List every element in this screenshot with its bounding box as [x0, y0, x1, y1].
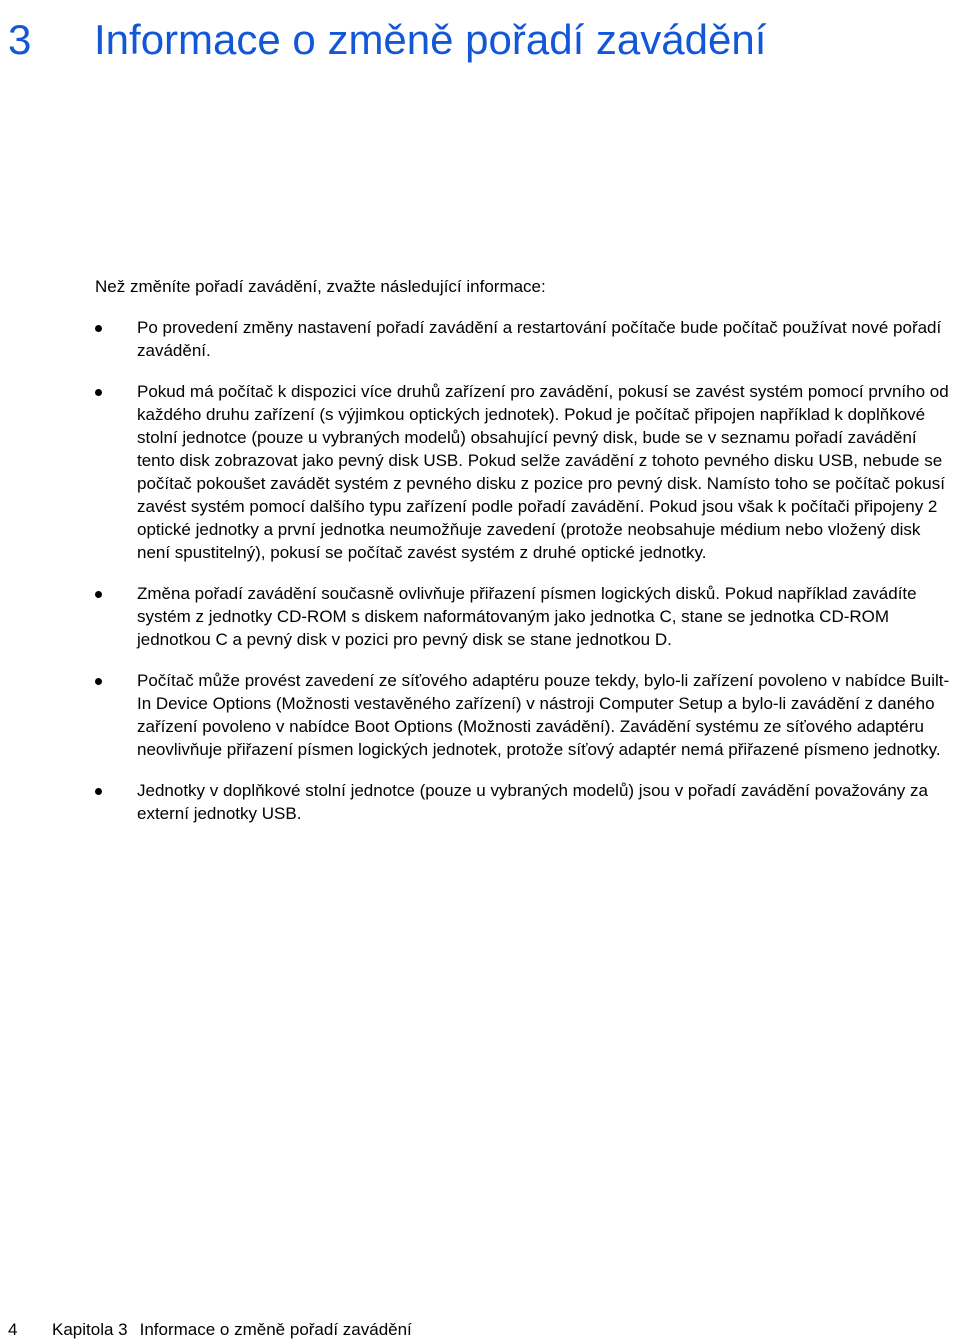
- list-item: [95, 316, 957, 362]
- list-item: [95, 380, 957, 564]
- page-footer: [8, 1319, 412, 1341]
- bullet-list: [95, 316, 957, 843]
- list-item-text: Pokud má počítač k dispozici více druhů zařízení pro zavádění, pokusí se zavést systém pomocí prvního od každého druhu zařízení (s výjimkou optických jednotek). Pokud je počítač připojen například k doplňkové stolní jednotce (pouze u vybraných modelů) obsahující pevný disk, bude se v seznamu pořadí zavádění tento disk zobrazovat jako pevný disk USB. Pokud selže zavádění z tohoto pevného disku USB, nebude se počítač pokoušet zavádět systém z pevného disku z pozice pro pevný disk. Namísto toho se počítač pokusí zavést systém pomocí dalšího typu zařízení podle pořadí zavádění. Pokud jsou však k počítači připojeny 2 optické jednotky a první jednotka neumožňuje zavedení (protože neobsahuje médium nebo vložený disk není spustitelný), pokusí se počítač zavést systém z druhé optické jednotky.: [137, 382, 949, 562]
- bullet-icon: [95, 788, 102, 795]
- list-item: [95, 669, 957, 761]
- chapter-heading: [8, 14, 948, 66]
- list-item-text: Změna pořadí zavádění současně ovlivňuje přiřazení písmen logických disků. Pokud například zavádíte systém z jednotky CD-ROM s diskem naformátovaným jako jednotka C, stane se jednotka CD-ROM jednotkou C a pevný disk v pozici pro pevný disk se stane jednotkou D.: [137, 584, 917, 649]
- chapter-title: Informace o změně pořadí zavádění: [94, 16, 767, 63]
- list-item: [95, 582, 957, 651]
- chapter-number: 3: [8, 16, 32, 63]
- page-number: 4: [8, 1320, 18, 1339]
- intro-paragraph: Než změníte pořadí zavádění, zvažte následující informace:: [95, 277, 546, 296]
- list-item-text: Počítač může provést zavedení ze síťového adaptéru pouze tekdy, bylo-li zařízení povoleno v nabídce Built-In Device Options (Možnosti vestavěného zařízení) v nástroji Computer Setup a bylo-li zavádění z daného zařízení povoleno v nabídce Boot Options (Možnosti zavádění). Zavádění systému ze síťového adaptéru neovlivňuje přiřazení písmen logických jednotek, protože síťový adaptér nemá přiřazené písmeno jednotky.: [137, 671, 950, 759]
- bullet-icon: [95, 678, 102, 685]
- footer-chapter-label: Kapitola 3: [52, 1320, 128, 1339]
- list-item: [95, 779, 957, 825]
- bullet-icon: [95, 325, 102, 332]
- bullet-icon: [95, 389, 102, 396]
- bullet-icon: [95, 591, 102, 598]
- list-item-text: Po provedení změny nastavení pořadí zavádění a restartování počítače bude počítač používat nové pořadí zavádění.: [137, 318, 942, 360]
- footer-chapter-title: Informace o změně pořadí zavádění: [139, 1320, 412, 1339]
- list-item-text: Jednotky v doplňkové stolní jednotce (pouze u vybraných modelů) jsou v pořadí zavádění považovány za externí jednotky USB.: [137, 781, 928, 823]
